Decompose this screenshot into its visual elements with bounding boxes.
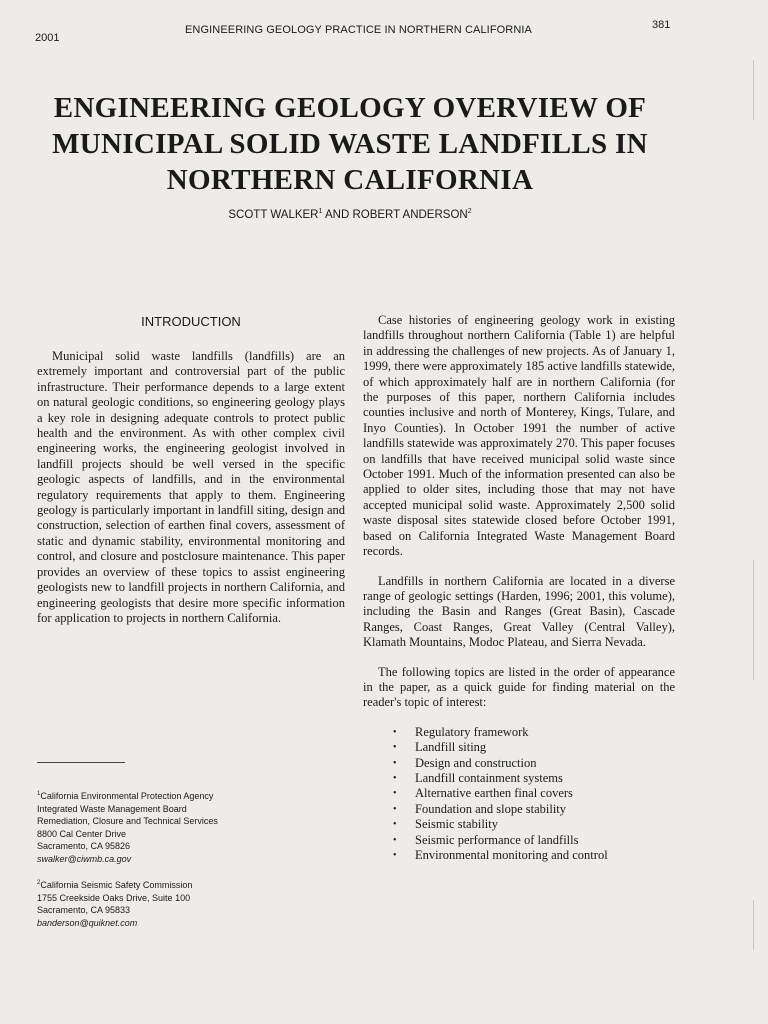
body-paragraph-1: Case histories of engineering geology work in existing landfills throughout northern California (Table 1) are helpful in addressing the challenges of new projects. As of January 1, 1999, there were approximately 185 active landfills statewide, of which approximately half are in northern California (for the purposes of this paper, northern California includes counties inclusive and north of Monterey, Kings, Tulare, and Inyo Counties). In October 1991 the number of active landfills statewide was approximately 270. This paper focuses on landfills that have received municipal solid waste since October 1991. Much of the information presented can also be applied to older sites, including those that may not have accepted municipal solid waste. Approximately 2,500 solid waste disposal sites statewide closed before October 1991, based on California Integrated Waste Management Board records. (363, 313, 675, 559)
author-1: SCOTT WALKER (228, 208, 319, 221)
right-column (363, 313, 675, 863)
footnote-line: Sacramento, CA 95833 (37, 905, 131, 915)
footnote-email: swalker@ciwmb.ca.gov (37, 853, 132, 864)
footnote-line: 8800 Cal Center Drive (37, 828, 127, 839)
title-line-2: MUNICIPAL SOLID WASTE LANDFILLS IN (52, 128, 648, 160)
left-column (37, 314, 345, 626)
introduction-paragraph: Municipal solid waste landfills (landfills) are an extremely important and controversial part of the public infrastructure. Their performance depends to a large extent on natural geologic conditions, so engineering geology plays a key role in designing adequate controls to protect public health and the environment. As with other complex civil engineering works, the engineering geologist involved in landfill projects should be well versed in the specific geologic aspects of landfills, and in the environmental regulatory requirements that apply to them. Engineering geology is particularly important in landfill siting, design and construction, selection of earthen final covers, assessment of static and dynamic stability, environmental monitoring and control, and closure and postclosure maintenance. This paper provides an overview of these topics to assist engineering geologists new to landfill projects in northern California, and engineering geologists that desire more specific information for application to projects in northern California. (37, 349, 345, 625)
topic-item: • Regulatory framework (393, 725, 675, 740)
header-page-number: 381 (652, 19, 671, 31)
topic-list (363, 725, 675, 864)
topic-item: • Alternative earthen final covers (393, 786, 675, 801)
footnote-email: banderson@quiknet.com (37, 917, 138, 928)
footnote-line: Remediation, Closure and Technical Services (37, 816, 218, 826)
running-header (0, 18, 768, 44)
author-line (30, 208, 670, 221)
introduction-heading: INTRODUCTION (141, 314, 241, 329)
footnote-line: Sacramento, CA 95826 (37, 841, 131, 851)
header-running-title: ENGINEERING GEOLOGY PRACTICE IN NORTHERN CALIFORNIA (185, 24, 532, 36)
author-2: ROBERT ANDERSON (352, 208, 468, 221)
footnote-1 (37, 788, 337, 865)
footnote-line: Integrated Waste Management Board (37, 803, 187, 814)
footnote-2 (37, 877, 337, 929)
topic-item: • Seismic stability (393, 817, 675, 832)
header-year: 2001 (35, 32, 60, 44)
footnote-line (37, 877, 337, 892)
footnote-line (37, 788, 337, 803)
topic-item: • Landfill siting (393, 740, 675, 755)
body-paragraph-3: The following topics are listed in the order of appearance in the paper, as a quick guide for finding material on the reader's topic of interest: (363, 664, 675, 710)
title-line-1: ENGINEERING GEOLOGY OVERVIEW OF (53, 92, 647, 124)
title-line-3: NORTHERN CALIFORNIA (166, 164, 534, 196)
topic-item: • Foundation and slope stability (393, 802, 675, 817)
author-joiner: AND (322, 208, 353, 221)
footnotes (37, 788, 337, 941)
topic-item: • Landfill containment systems (393, 771, 675, 786)
footnote-affiliation: California Environmental Protection Agency (40, 791, 214, 801)
footnote-affiliation: California Seismic Safety Commission (40, 880, 193, 890)
footnote-divider (37, 762, 125, 763)
topic-item: • Environmental monitoring and control (393, 848, 675, 863)
scan-edge-mark (753, 560, 754, 680)
footnote-line: 1755 Creekside Oaks Drive, Suite 100 (37, 892, 191, 903)
body-paragraph-2: Landfills in northern California are located in a diverse range of geologic settings (Harden, 1996; 2001, this volume), including the Basin and Ranges (Great Basin), Cascade Ranges, Coast Ranges, Great Valley (Central Valley), Klamath Mountains, Modoc Plateau, and Sierra Nevada. (363, 573, 675, 650)
scan-edge-mark (753, 900, 754, 950)
footnote-marker: 1 (37, 791, 41, 797)
author-2-marker: 2 (467, 208, 472, 215)
topic-item: • Design and construction (393, 756, 675, 771)
author-1-marker: 1 (318, 208, 323, 215)
footnote-marker: 2 (37, 880, 41, 886)
topic-item: • Seismic performance of landfills (393, 833, 675, 848)
scan-edge-mark (753, 60, 754, 120)
paper-title (30, 90, 670, 198)
